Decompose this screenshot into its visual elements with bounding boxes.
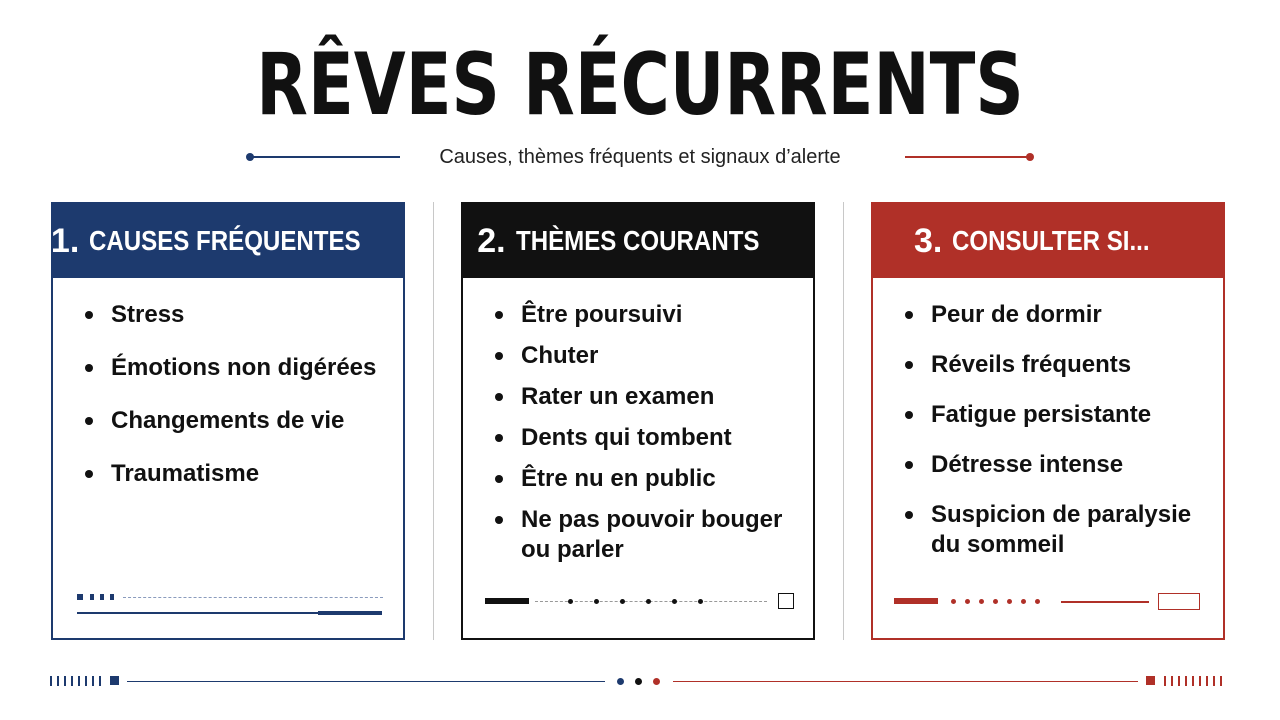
themes-list [463,278,813,565]
bottom-tick [92,676,94,686]
bottom-tick [57,676,59,686]
bottom-tick [71,676,73,686]
footer-dot [568,599,573,604]
bottom-tick [1185,676,1187,686]
themes-card-header [463,204,813,278]
causes-card [51,202,405,640]
footer-accent-bar [318,611,382,615]
footer-dot [951,599,956,604]
causes-card-footer-decoration [53,578,403,638]
list-item: Ne pas pouvoir bouger ou parler [493,505,813,565]
list-item: Réveils fréquents [903,350,1223,380]
list-item: Stress [83,300,403,330]
consult-card-header [873,204,1223,278]
footer-accent-bar [894,598,938,604]
subtitle-right-dot [1026,153,1034,161]
column-divider [433,202,434,640]
bottom-tick [64,676,66,686]
bottom-tick [1206,676,1208,686]
subtitle-right-rule [905,156,1030,158]
bottom-decoration [0,670,1280,694]
bottom-rule [673,681,1138,682]
list-item: Être poursuivi [493,300,813,330]
footer-rectangle [1158,593,1200,610]
list-item: Changements de vie [83,406,403,436]
list-item: Traumatisme [83,459,403,489]
list-item: Émotions non digérées [83,353,403,383]
footer-mark [110,594,114,600]
themes-card-title: THÈMES COURANTS [515,225,760,256]
bottom-tick [85,676,87,686]
footer-square [778,593,794,609]
bottom-dot [635,678,642,685]
causes-card-number: 1. [50,221,80,260]
bottom-tick [1199,676,1201,686]
bottom-square [110,676,119,685]
bottom-dot [617,678,624,685]
bottom-tick [1178,676,1180,686]
footer-accent-bar [485,598,529,604]
consult-card [871,202,1225,640]
footer-mark [90,594,94,600]
bottom-tick [1164,676,1166,686]
page-subtitle: Causes, thèmes fréquents et signaux d’alerte [439,146,841,168]
list-item: Peur de dormir [903,300,1223,330]
consult-list [873,278,1223,560]
bottom-tick [50,676,52,686]
bottom-tick [99,676,101,686]
footer-dot [646,599,651,604]
bottom-rule [127,681,605,682]
causes-list [53,278,403,489]
list-item: Suspicion de paralysie du sommeil [903,500,1223,560]
list-item: Détresse intense [903,450,1223,480]
footer-mark [100,594,104,600]
list-item: Rater un examen [493,382,813,412]
footer-dot [1021,599,1026,604]
footer-dot [594,599,599,604]
bottom-tick [78,676,80,686]
bottom-tick [1213,676,1215,686]
themes-card [461,202,815,640]
bottom-tick [1220,676,1222,686]
column-divider [843,202,844,640]
consult-card-number: 3. [913,221,943,260]
footer-dot [672,599,677,604]
footer-dot [1007,599,1012,604]
subtitle-row [0,140,1280,174]
footer-dot [993,599,998,604]
list-item: Être nu en public [493,464,813,494]
bottom-square [1146,676,1155,685]
bottom-tick [1171,676,1173,686]
consult-card-footer-decoration [873,578,1223,638]
list-item: Dents qui tombent [493,423,813,453]
footer-dot [620,599,625,604]
footer-dashed-rule [123,597,383,598]
bottom-dot [653,678,660,685]
footer-mark [77,594,83,600]
footer-dot [979,599,984,604]
causes-card-title: CAUSES FRÉQUENTES [89,225,361,256]
themes-card-number: 2. [477,221,506,260]
footer-dot [965,599,970,604]
list-item: Fatigue persistante [903,400,1223,430]
footer-dot [1035,599,1040,604]
consult-card-title: CONSULTER SI... [952,225,1150,256]
list-item: Chuter [493,341,813,371]
footer-dot [698,599,703,604]
causes-card-header [50,204,403,278]
footer-rule [1061,601,1149,603]
bottom-tick [1192,676,1194,686]
themes-card-footer-decoration [463,578,813,638]
page-title: RÊVES RÉCURRENTS [256,35,1024,135]
